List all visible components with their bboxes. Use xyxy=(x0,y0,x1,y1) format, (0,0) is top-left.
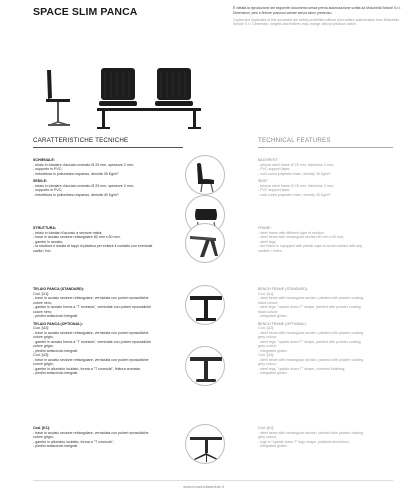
spec-frame-en xyxy=(258,226,398,256)
spec-struttura xyxy=(33,226,183,256)
spec-heading: BENCH FRAME (OPTIONAL): xyxy=(258,321,307,326)
spec-line: - steel legs, "upside down T" shape, painted with powder coating xyxy=(258,339,361,344)
spec-line: - telaio in tubolare d'acciaio cromato Ø 25 mm, spessore 2 mm; xyxy=(33,162,134,167)
spec-line: - the frame is equipped with plastic caps to avoid contact with any xyxy=(258,244,363,248)
spec-line: colore grigio; xyxy=(33,344,54,348)
section-divider-it xyxy=(33,147,183,148)
spec-line: - steel beam with rectangular section, painted with powder coating xyxy=(258,330,364,335)
spec-heading: TELAIO PANCA (OPTIONAL): xyxy=(33,321,83,326)
spec-line: colore nero; xyxy=(33,309,52,314)
spec-heading: Cod. [K1]: xyxy=(33,426,51,430)
star-base-icon xyxy=(185,424,225,464)
spec-line: Cod. [U1]: xyxy=(258,291,275,296)
spec-line: - tubular steel frame Ø 25 mm, thickness 2 mm; xyxy=(258,162,334,167)
spec-line: grey colour; xyxy=(258,435,277,439)
spec-line: colore grigio; xyxy=(33,335,54,339)
footer-url: www.moschellasedute.it xyxy=(183,485,224,489)
spec-heading: SCHIENALE: xyxy=(33,158,55,162)
legal-notice xyxy=(233,6,403,29)
spec-heading: SEAT: xyxy=(258,179,268,183)
spec-line: - imbottitura in poliuretano espanso, densità 40 Kg/m³. xyxy=(33,192,120,197)
spec-line: - integrated glides. xyxy=(258,314,288,318)
spec-line: colore nero; xyxy=(33,300,52,305)
spec-line: - integrated glides. xyxy=(258,371,288,375)
spec-line: - la struttura è dotata di tappi di plastica per evitare il contatto con eventuali xyxy=(33,244,153,248)
product-front-view xyxy=(95,66,207,132)
spec-line: - steel frame with different type of section; xyxy=(258,230,325,235)
spec-line: - steel beam with rectangular section, painted with powder coating xyxy=(258,430,364,435)
spec-line: colore grigio; xyxy=(33,435,54,439)
spec-line: - steel legs, "upside down T" shape, chromed finishing; xyxy=(258,366,346,371)
spec-line: Cod. [U2]: xyxy=(33,326,50,330)
spec-line: - steel beam with rectangular section, painted with powder coating xyxy=(258,357,364,362)
spec-line: colore grigio; xyxy=(33,362,54,366)
spec-line: - supporto in PVC; xyxy=(33,188,63,192)
spec-line: grey colour; xyxy=(258,344,277,348)
spec-line: - piedini antiscivolo integrati. xyxy=(33,371,79,375)
spec-line: - piedini antiscivolo integrati. xyxy=(33,314,79,318)
spec-line: - PVC support layer; xyxy=(258,167,291,171)
spec-k1 xyxy=(33,426,183,452)
spec-heading: BACKREST: xyxy=(258,158,278,162)
spec-line: - supporto in PVC; xyxy=(33,167,63,171)
spec-line: black colour; xyxy=(258,300,279,305)
spec-bench-standard-en xyxy=(258,287,398,379)
spec-line: cavities / holes. xyxy=(258,248,283,253)
spec-telaio-standard xyxy=(33,287,183,379)
spec-line: - cold cured polyester foam, density 35 Kg/m³. xyxy=(258,171,332,176)
spec-heading: SEDILE: xyxy=(33,179,48,183)
section-title-en: TECHNICAL FEATURES xyxy=(258,137,331,144)
frame-leg-icon xyxy=(185,223,225,263)
bench-leg-round-icon xyxy=(185,346,225,386)
spec-heading: STRUTTURA: xyxy=(33,226,57,230)
spec-heading: TELAIO PANCA (STANDARD): xyxy=(33,287,85,291)
spec-line: - piedini antiscivolo integrati. xyxy=(33,444,79,448)
legal-notice-it: È vietata la riproduzione del seguente documento senza previa autorizzazione scritta da Moschella Sedute S.r.l. Dimensioni, pesi e finiture possono variare senza alcun preavviso. xyxy=(233,6,401,15)
spec-line: grey colour; xyxy=(258,362,277,366)
legal-notice-en: Copies and duplicates of this document are strictly prohibited without prior written authorization from Moschella Sedute S.r.l. Dimension, weights and finishes may change without previous notice. xyxy=(233,17,400,27)
section-divider-en xyxy=(258,147,393,148)
chair-side-icon xyxy=(185,155,225,195)
spec-line: - gambe in acciaio forma a "T rovescia", verniciate con polveri epossidiche xyxy=(33,305,152,309)
spec-line: - integrated glides. xyxy=(258,444,288,448)
spec-line: - gambe in alluminio lucidato, forma a "T rovescia"; xyxy=(33,439,114,444)
spec-line: - trave in acciaio sezione rettangolare 80 mm x 60 mm; xyxy=(33,235,121,239)
spec-line: Cod. [U2]: xyxy=(258,326,275,330)
spec-line: - PVC support layer; xyxy=(258,188,291,192)
spec-line: - legs in "upside down T" legs shape, polished aluminium; xyxy=(258,439,350,444)
spec-line: - gambe in alluminio lucidato, forma a "T rovescia", finitura cromata; xyxy=(33,366,141,371)
bench-leg-icon xyxy=(185,285,225,325)
spec-line: - cold cured polyester foam, density 40 Kg/m³. xyxy=(258,192,332,197)
spec-line: - telaio in tubolare d'acciaio cromato Ø 25 mm, spessore 2 mm; xyxy=(33,183,134,188)
spec-line: - gambe in acciaio forma a "T rovescia", verniciate con polveri epossidiche xyxy=(33,339,152,344)
spec-line: - trave in acciaio sezione rettangolare, verniciata con polveri epossidiche xyxy=(33,430,149,435)
spec-line: - telaio in tubolari d'acciaio a sezione mista; xyxy=(33,230,103,235)
spec-line: - trave in acciaio sezione rettangolare, verniciata con polveri epossidiche xyxy=(33,296,149,300)
spec-line: - tubular steel frame Ø 25 mm, thickness 2 mm; xyxy=(258,183,334,188)
spec-line: - integrated glides. xyxy=(258,348,288,353)
footer-divider xyxy=(33,480,393,481)
spec-line: Cod. [U3]: xyxy=(33,353,50,357)
product-side-view xyxy=(40,68,74,130)
spec-heading: Cod. [K1]: xyxy=(258,426,274,430)
section-title-it: CARATTERISTICHE TECNICHE xyxy=(33,137,129,144)
spec-line: Cod. [U3]: xyxy=(258,353,275,357)
spec-line: - piedini antiscivolo integrati. xyxy=(33,348,79,353)
page-title: SPACE SLIM PANCA xyxy=(33,6,138,18)
spec-line: - gambe in acciaio; xyxy=(33,239,64,244)
spec-line: - steel beam with rectangular section, painted with powder coating xyxy=(258,296,364,300)
spec-schienale xyxy=(33,158,183,200)
spec-line: grey colour; xyxy=(258,335,277,339)
spec-heading: FRAME: xyxy=(258,226,272,230)
spec-line: black colour; xyxy=(258,309,279,314)
spec-line: - imbottitura in poliuretano espanso, densità 35 Kg/m³. xyxy=(33,171,120,176)
spec-line: - trave in acciaio sezione rettangolare, verniciata con polveri epossidiche xyxy=(33,330,149,335)
spec-line: cavità / fori. xyxy=(33,248,52,253)
spec-line: - steel beam with rectangular section 80 mm x 60 mm; xyxy=(258,235,345,239)
spec-k1-en xyxy=(258,426,398,452)
spec-line: - steel legs, "upside down T" shape, painted with powder coating xyxy=(258,305,361,309)
spec-line: - steel legs; xyxy=(258,239,277,244)
spec-backrest-en xyxy=(258,158,398,200)
spec-heading: BENCH FRAME (STANDARD): xyxy=(258,287,309,291)
spec-line: - trave in acciaio sezione rettangolare, verniciata con polveri epossidiche xyxy=(33,357,149,362)
spec-line: Cod. [U1]: xyxy=(33,291,50,296)
